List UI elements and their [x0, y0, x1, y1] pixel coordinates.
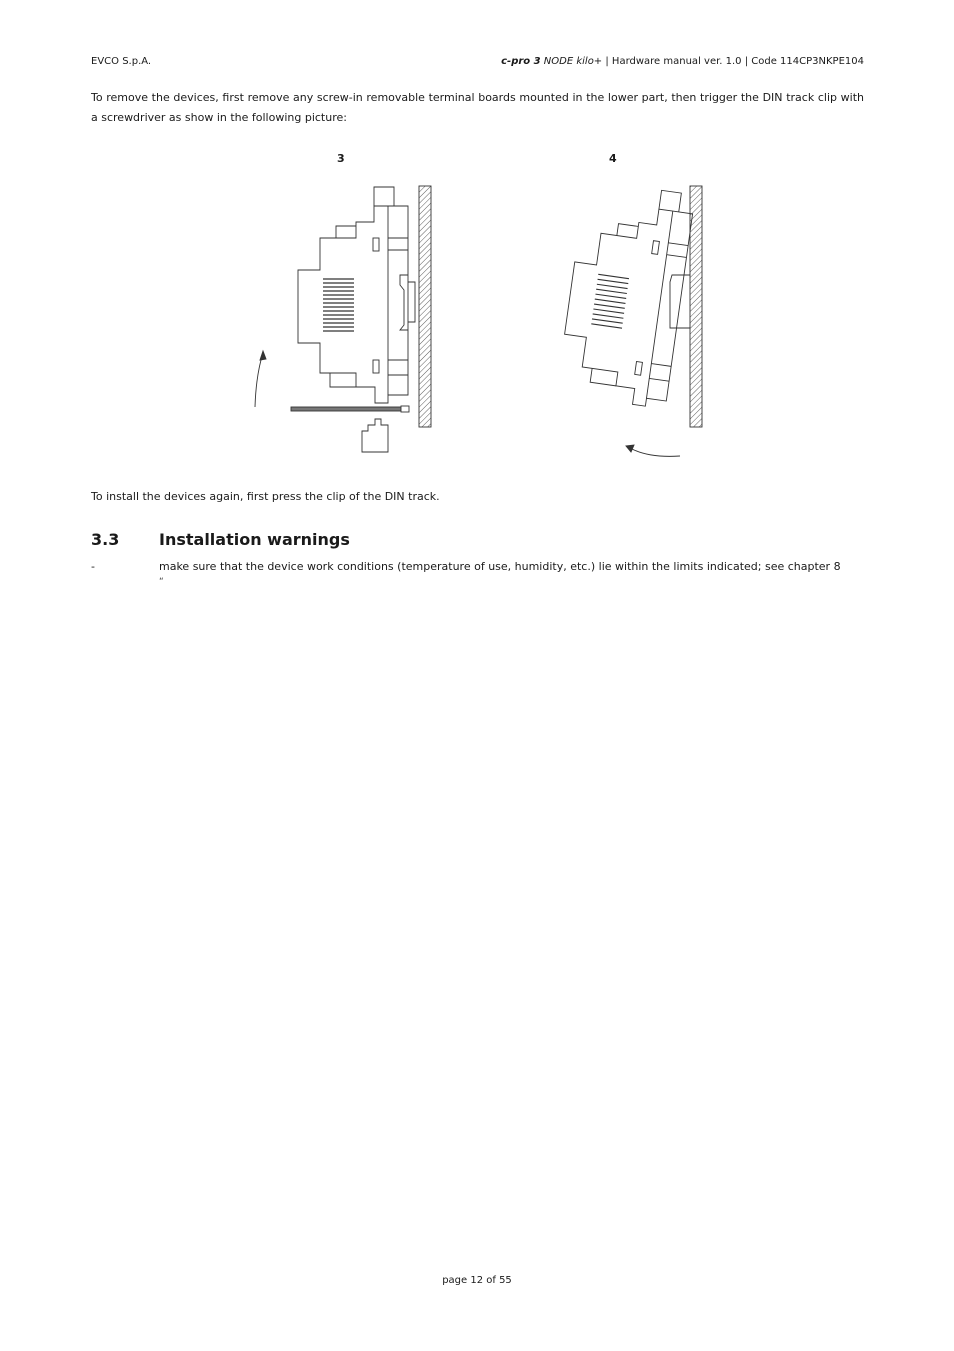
header-manual-code: | Hardware manual ver. 1.0 | Code 114CP3NKPE104: [602, 56, 864, 67]
vent-slots-4: [591, 274, 629, 328]
din-rail-removal-figure: [250, 180, 720, 465]
vent-slots-3: [323, 279, 354, 331]
terminal-block-3: [362, 419, 388, 452]
page-number: page 12 of 55: [442, 1275, 512, 1286]
intro-paragraph: To remove the devices, first remove any screw-in removable terminal boards mounted in the lower part, then trigger the DIN track clip with a screwdriver as show in the following picture:: [91, 91, 864, 124]
bullet-continuation: “: [159, 577, 164, 587]
header-product-bold: c-pro 3: [501, 56, 541, 67]
header-manual-info: [501, 56, 864, 67]
wall-panel-3: [419, 186, 431, 427]
bullet-text: make sure that the device work conditions (temperature of use, humidity, etc.) lie within the limits indicated; see chapter 8: [159, 560, 841, 573]
section-title: Installation warnings: [159, 530, 350, 549]
header-company: EVCO S.p.A.: [91, 56, 152, 67]
reinstall-paragraph: To install the devices again, first press the clip of the DIN track.: [91, 490, 440, 503]
figure-label-3: 3: [337, 152, 345, 165]
figure-4-device-drawing: [556, 180, 702, 456]
screwdriver: [291, 407, 403, 411]
header-product-italic: NODE kilo+: [543, 56, 603, 67]
section-number: 3.3: [91, 530, 120, 549]
bullet-marker: -: [91, 560, 95, 573]
figure-3-device-drawing: [255, 186, 431, 452]
figure-label-4: 4: [609, 152, 617, 165]
